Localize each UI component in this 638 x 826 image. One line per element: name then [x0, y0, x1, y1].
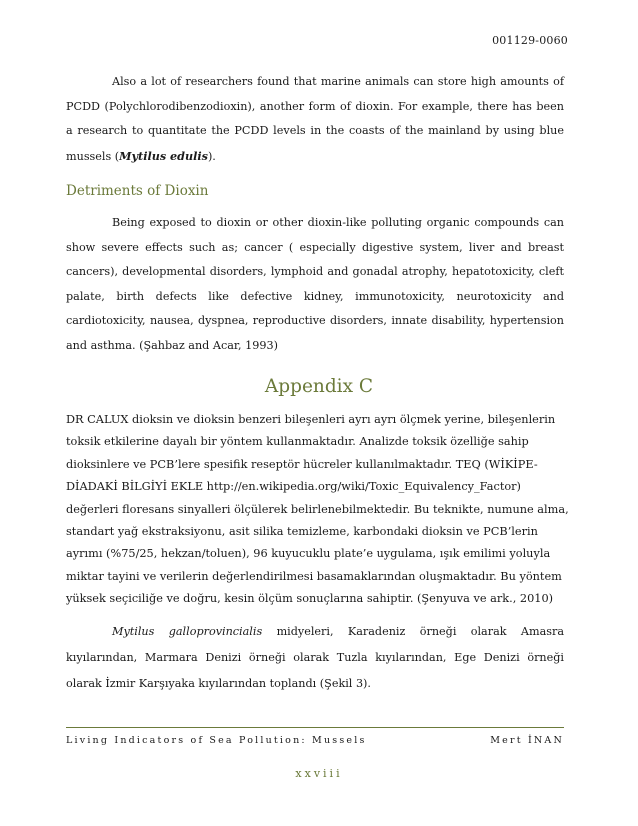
appendix-line: toksik etkilerine dayalı bir yöntem kullanmaktadır. Analizde toksik özelliğe sahip — [66, 435, 529, 449]
appendix-line: değerleri floresans sinyalleri ölçülerek belirlenebilmektedir. Bu teknikte, numune alma, — [66, 502, 569, 516]
mytilus-text: midyeleri, Karadeniz örneği olarak Amasra kıyılarından, Marmara Denizi örneği olarak Tuzla kıyılarından, Ege Denizi örneği olarak İzmir Karşıyaka kıyılarından toplandı (Şekil 3). — [66, 625, 564, 690]
detriments-paragraph: Being exposed to dioxin or other dioxin-like polluting organic compounds can show severe effects such as; cancer ( especially digestive system, liver and breast cancers), developmental disorders, lymphoid and gonadal atrophy, hepatotoxicity, cleft palate, birth defects like defective kidney, immunotoxicity, neurotoxicity and cardiotoxicity, nausea, dyspnea, reproductive disorders, innate disability, hypertension and asthma. (Şahbaz and Acar, 1993) — [66, 216, 564, 352]
mytilus-species: Mytilus galloprovincialis — [112, 625, 263, 638]
intro-paragraph — [66, 70, 564, 169]
appendix-line: DİADAKİ BİLGİYİ EKLE http://en.wikipedia.org/wiki/Toxic_Equivalency_Factor) — [66, 480, 521, 494]
appendix-line: dioksinlere ve PCB’lere spesifik reseptör hücreler kullanılmaktadır. TEQ (WİKİPE- — [66, 457, 538, 471]
intro-text: Also a lot of researchers found that marine animals can store high amounts of PCDD (Polychlorodibenzodioxin), another form of dioxin. For example, there has been a research to quantitate the PCDD levels in the coasts of the mainland by using blue mussels ( — [66, 75, 564, 163]
appendix-line: miktar tayini ve verilerin değerlendirilmesi basamaklarından oluşmaktadır. Bu yöntem — [66, 569, 562, 583]
intro-end: ). — [207, 149, 216, 163]
appendix-line: DR CALUX dioksin ve dioksin benzeri bileşenleri ayrı ayrı ölçmek yerine, bileşenlerin — [66, 413, 556, 426]
appendix-line: ayrımı (%75/25, hekzan/toluen), 96 kuyucuklu plate’e uygulama, ışık emilimi yoluyla — [66, 547, 551, 561]
mytilus-paragraph — [66, 619, 564, 697]
appendix-line: yüksek seçiciliğe ve doğru, kesin ölçüm sonuçlarına sahiptir. (Şenyuva ve ark., 2010) — [66, 592, 554, 606]
appendix-line: standart yağ ekstraksiyonu, asit silika temizleme, karbondaki dioksin ve PCB’lerin — [66, 525, 538, 539]
document-id: 001129-0060 — [492, 34, 568, 47]
page-number: xxviii — [295, 767, 343, 780]
footer-author: Mert İNAN — [490, 735, 564, 746]
intro-paragraph-block — [66, 70, 564, 169]
footer-divider — [66, 727, 564, 728]
appendix-title: Appendix C — [264, 376, 374, 397]
section-heading: Detriments of Dioxin — [66, 183, 209, 199]
species-name: Mytilus edulis — [119, 148, 208, 163]
footer-title: Living Indicators of Sea Pollution: Mussels — [66, 735, 367, 746]
appendix-paragraph — [66, 409, 569, 611]
detriments-paragraph-block — [66, 211, 564, 358]
